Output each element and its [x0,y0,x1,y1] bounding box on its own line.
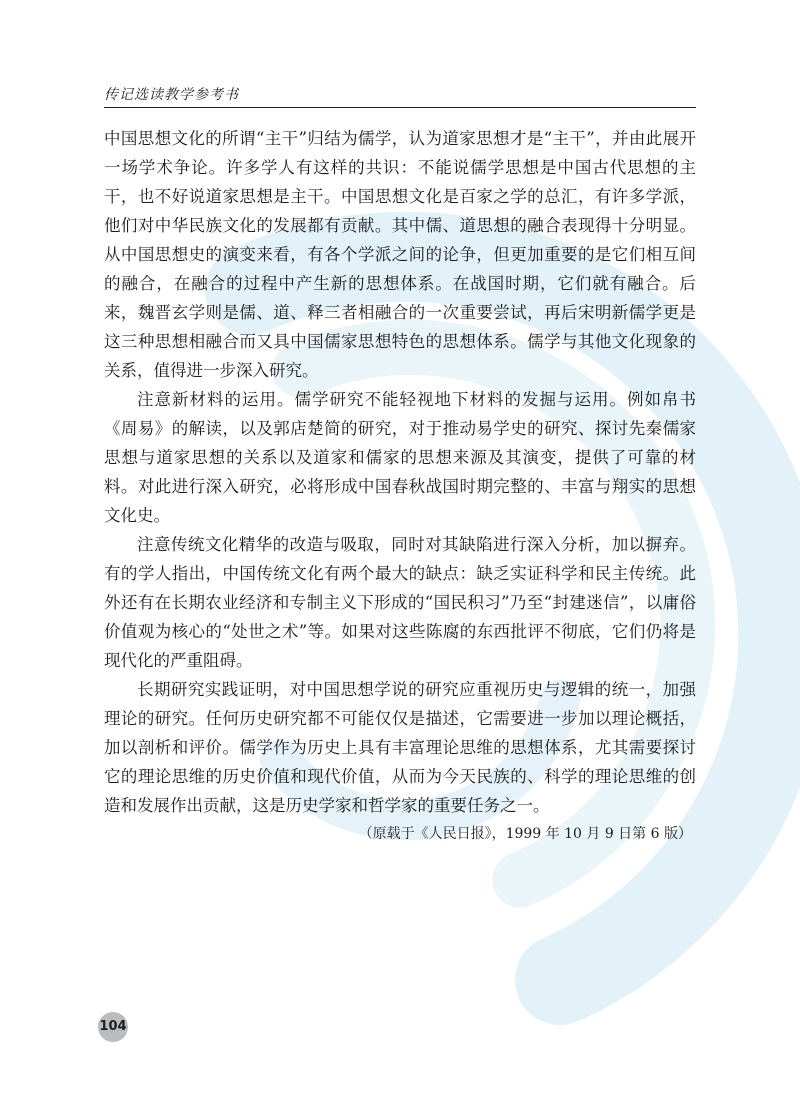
paragraph: 注意新材料的运用。儒学研究不能轻视地下材料的发掘与运用。例如帛书《周易》的解读，以及郭店楚简的研究，对于推动易学史的研究、探讨先秦儒家思想与道家思想的关系以及道家和儒家的思想来源及其演变，提供了可靠的材料。对此进行深入研究，必将形成中国春秋战国时期完整的、丰富与翔实的思想文化史。 [104,390,696,525]
paragraph: 中国思想文化的所谓“主干”归结为儒学，认为道家思想才是“主干”，并由此展开一场学术争论。许多学人有这样的共识：不能说儒学思想是中国古代思想的主干，也不好说道家思想是主干。中国思想文化是百家之学的总汇，有许多学派，他们对中华民族文化的发展都有贡献。其中儒、道思想的融合表现得十分明显。从中国思想史的演变来看，有各个学派之间的论争，但更加重要的是它们相互间的融合，在融合的过程中产生新的思想体系。在战国时期，它们就有融合。后来，魏晋玄学则是儒、道、释三者相融合的一次重要尝试，再后宋明新儒学更是这三种思想相融合而又具中国儒家思想特色的思想体系。儒学与其他文化现象的关系，值得进一步深入研究。 [104,129,696,380]
paragraph: 长期研究实践证明，对中国思想学说的研究应重视历史与逻辑的统一，加强理论的研究。任何历史研究都不可能仅仅是描述，它需要进一步加以理论概括，加以剖析和评价。儒学作为历史上具有丰富理论思维的思想体系，尤其需要探讨它的理论思维的历史价值和现代价值，从而为今天民族的、科学的理论思维的创造和发展作出贡献，这是历史学家和哲学家的重要任务之一。 [104,680,696,815]
source-note: （原载于《人民日报》，1999 年 10 月 9 日第 6 版） [358,826,692,842]
page-number-badge: 104 [98,1012,128,1042]
header-rule [104,107,696,108]
body-text [104,124,696,849]
running-header: 传记选读教学参考书 [104,87,239,103]
paragraph: 注意传统文化精华的改造与吸取，同时对其缺陷进行深入分析，加以摒弃。有的学人指出，中国传统文化有两个最大的缺点：缺乏实证科学和民主传统。此外还有在长期农业经济和专制主义下形成的“国民积习”乃至“封建迷信”，以庸俗价值观为核心的“处世之术”等。如果对这些陈腐的东西批评不彻底，它们仍将是现代化的严重阻碍。 [104,535,696,670]
